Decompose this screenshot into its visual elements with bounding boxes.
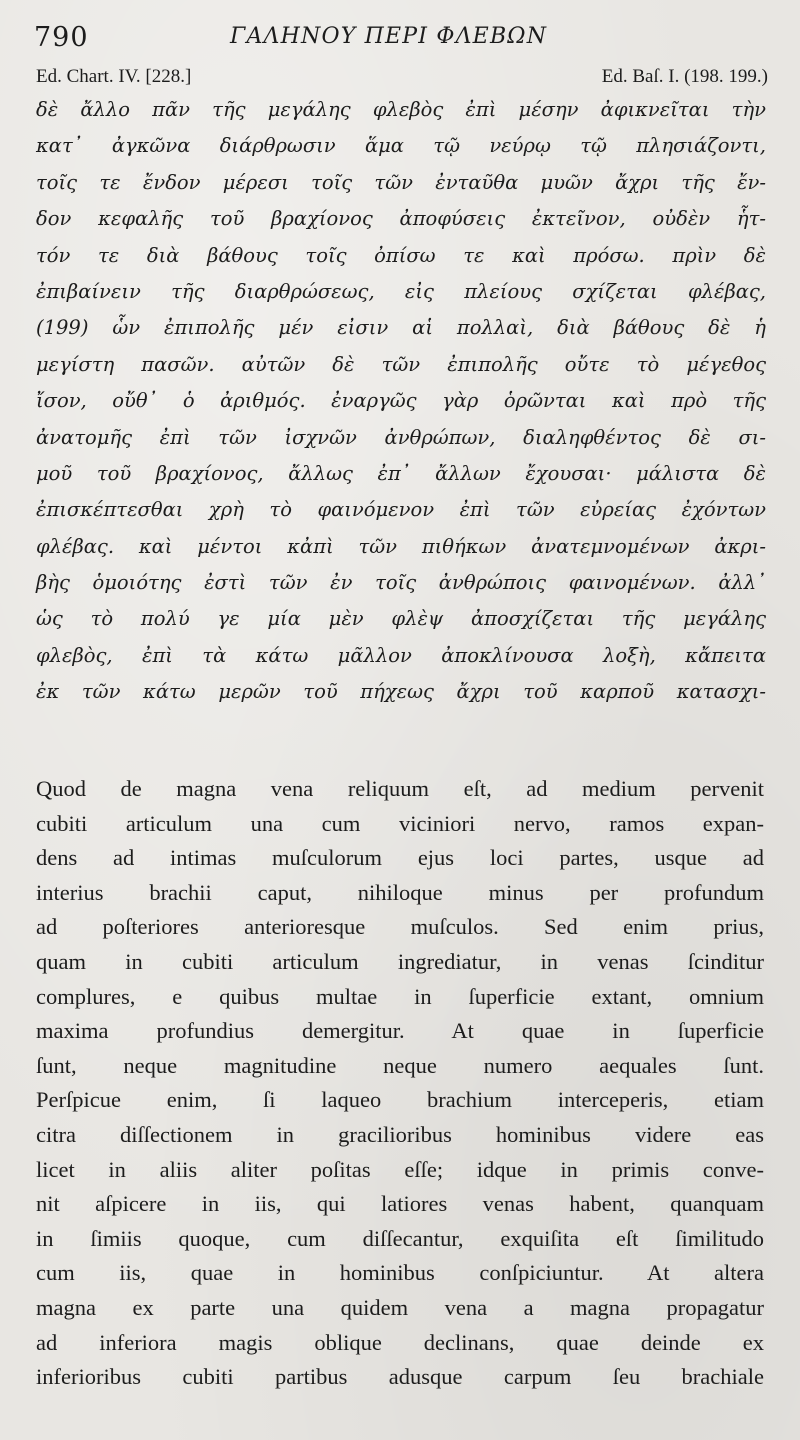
latin-line: licet in aliis aliter poſitas eſſe; idque in primis conve- <box>36 1156 764 1182</box>
greek-line: κατ᾽ ἀγκῶνα διάρθρωσιν ἅμα τῷ νεύρῳ τῷ πλησιάζοντι, <box>36 134 766 158</box>
greek-line: ἴσον, οὔθ᾽ ὁ ἀριθμός. ἐναργῶς γὰρ ὁρῶνται καὶ πρὸ τῆς <box>36 389 766 413</box>
latin-line: inferioribus cubiti partibus adusque carpum ſeu brachiale <box>36 1364 764 1390</box>
latin-line: cum iis, quae in hominibus conſpiciuntur. At altera <box>36 1260 764 1286</box>
latin-line: magna ex parte una quidem vena a magna propagatur <box>36 1294 764 1320</box>
latin-line: nit aſpicere in iis, qui latiores venas habent, quanquam <box>36 1191 764 1217</box>
greek-line: βὴς ὁμοιότης ἐστὶ τῶν ἐν τοῖς ἀνθρώποις φαινομένων. ἀλλ᾽ <box>36 571 766 595</box>
latin-line: ſunt, neque magnitudine neque numero aequales ſunt. <box>36 1052 764 1078</box>
running-title: ΓΑΛΗΝΟΥ ΠΕΡΙ ΦΛΕΒΩΝ <box>230 24 548 49</box>
greek-line: φλέβας. καὶ μέντοι κἀπὶ τῶν πιθήκων ἀνατεμνομένων ἀκρι- <box>36 534 766 558</box>
edition-reference-left: Ed. Chart. IV. [228.] <box>36 66 192 87</box>
latin-line: in ſimiis quoque, cum diſſecantur, exquiſita eſt ſimilitudo <box>36 1225 764 1251</box>
greek-line: ὡς τὸ πολύ γε μία μὲν φλὲψ ἀποσχίζεται τῆς μεγάλης <box>36 607 766 631</box>
greek-line: φλεβὸς, ἐπὶ τὰ κάτω μᾶλλον ἀποκλίνουσα λοξὴ, κἄπειτα <box>36 643 766 667</box>
greek-line: τοῖς τε ἔνδον μέρεσι τοῖς τῶν ἐνταῦθα μυῶν ἄχρι τῆς ἔν- <box>36 170 766 194</box>
greek-line: ἐπιβαίνειν τῆς διαρθρώσεως, εἰς πλείους σχίζεται φλέβας, <box>36 279 766 303</box>
latin-line: ad poſteriores anterioresque muſculos. Sed enim prius, <box>36 914 764 940</box>
greek-text-block <box>36 92 766 711</box>
greek-line: μεγίστη πασῶν. αὐτῶν δὲ τῶν ἐπιπολῆς οὔτε τὸ μέγεθος <box>36 352 766 376</box>
latin-line: ad inferiora magis oblique declinans, quae deinde ex <box>36 1329 764 1355</box>
greek-line: ἐκ τῶν κάτω μερῶν τοῦ πήχεως ἄχρι τοῦ καρποῦ κατασχι- <box>36 680 766 704</box>
greek-line: τόν τε διὰ βάθους τοῖς ὀπίσω τε καὶ πρόσω. πρὶν δὲ <box>36 243 766 267</box>
latin-line: maxima profundius demergitur. At quae in ſuperficie <box>36 1018 764 1044</box>
latin-line: citra diſſectionem in gracilioribus hominibus videre eas <box>36 1121 764 1147</box>
latin-text-block <box>36 772 764 1395</box>
latin-line: Perſpicue enim, ſi laqueo brachium interceperis, etiam <box>36 1087 764 1113</box>
greek-line: (199) ὧν ἐπιπολῆς μέν εἰσιν αἱ πολλαὶ, διὰ βάθους δὲ ἡ <box>36 316 766 340</box>
latin-line: complures, e quibus multae in ſuperficie extant, omnium <box>36 983 764 1009</box>
greek-line: μοῦ τοῦ βραχίονος, ἄλλως ἐπ᾽ ἄλλων ἔχουσαι· μάλιστα δὲ <box>36 461 766 485</box>
greek-line: δον κεφαλῆς τοῦ βραχίονος ἀποφύσεις ἐκτεῖνον, οὐδὲν ἧτ- <box>36 207 766 231</box>
greek-line: δὲ ἄλλο πᾶν τῆς μεγάλης φλεβὸς ἐπὶ μέσην ἀφικνεῖται τὴν <box>36 98 766 121</box>
latin-line: quam in cubiti articulum ingrediatur, in venas ſcinditur <box>36 948 764 974</box>
latin-line: dens ad intimas muſculorum ejus loci partes, usque ad <box>36 845 764 871</box>
greek-line: ἐπισκέπτεσθαι χρὴ τὸ φαινόμενον ἐπὶ τῶν εὐρείας ἐχόντων <box>36 498 766 522</box>
latin-line: cubiti articulum una cum viciniori nervo, ramos expan- <box>36 810 764 836</box>
greek-line: ἀνατομῆς ἐπὶ τῶν ἰσχνῶν ἀνθρώπων, διαληφθέντος δὲ σι- <box>36 425 766 449</box>
edition-reference-right: Ed. Baſ. I. (198. 199.) <box>601 66 768 87</box>
page-number: 790 <box>34 22 89 53</box>
latin-line: Quod de magna vena reliquum eſt, ad medium pervenit <box>36 776 764 801</box>
latin-line: interius brachii caput, nihiloque minus per profundum <box>36 879 764 905</box>
